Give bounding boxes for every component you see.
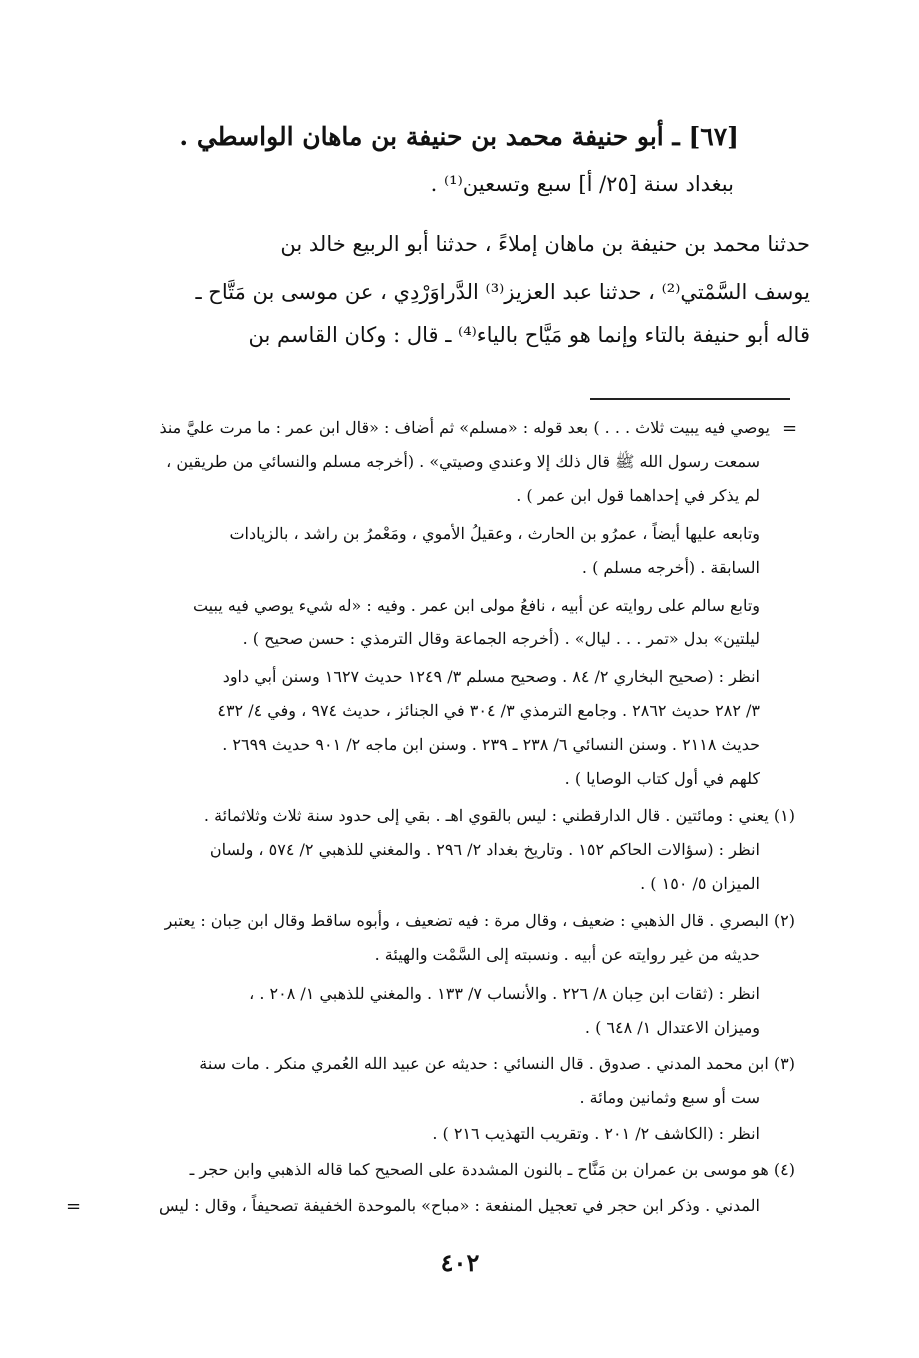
entry-heading: [٦٧] ـ أبو حنيفة محمد بن حنيفة بن ماهان الواسطي . [179, 122, 739, 151]
footnote-line: انظر : (ثقات ابن حِبان ٨/ ٢٢٦ . والأنساب ٧/ ١٣٣ . والمغني للذهبي ١/ ٢٠٨ . ، [249, 984, 760, 1003]
continuation-mark-bottom: = [66, 1196, 82, 1217]
entry-subline: ببغداد سنة [٢٥/ أ] سبع وتسعين⁽¹⁾ . [430, 172, 734, 196]
footnote-line: انظر : (الكاشف ٢/ ٢٠١ . وتقريب التهذيب ٢١٦ ) . [432, 1124, 760, 1143]
footnote-line: سمعت رسول الله ﷺ قال ذلك إلا وعندي وصيتي» . (أخرجه مسلم والنسائي من طريقين ، [166, 452, 760, 471]
footnote-separator [590, 398, 790, 400]
footnote-2: (٢) البصري . قال الذهبي : ضعيف ، وقال مرة : فيه تضعيف ، وأبوه ساقط وقال ابن حِبان : يعتبر [164, 911, 795, 930]
footnote-line: انظر : (سؤالات الحاكم ١٥٢ . وتاريخ بغداد ٢/ ٢٩٦ . والمغني للذهبي ٢/ ٥٧٤ ، ولسان [209, 840, 760, 859]
footnote-line: ٣/ ٢٨٢ حديث ٢٨٦٢ . وجامع الترمذي ٣/ ٣٠٤ في الجنائز ، حديث ٩٧٤ ، وفي ٤/ ٤٣٢ [217, 701, 760, 720]
footnote-line: المدني . وذكر ابن حجر في تعجيل المنفعة : «مباح» بالموحدة الخفيفة تصحيفاً ، وقال : ليس [158, 1196, 760, 1215]
footnote-line: حديث ٢١١٨ . وسنن النسائي ٦/ ٢٣٨ ـ ٢٣٩ . وسنن ابن ماجه ٢/ ٩٠١ حديث ٢٦٩٩ . [222, 735, 760, 754]
main-text-line: قاله أبو حنيفة بالتاء وإنما هو مَيَّاح بالياء⁽⁴⁾ ـ قال : وكان القاسم بن [248, 323, 810, 347]
page-number: ٤٠٢ [440, 1248, 480, 1277]
footnote-line: وميزان الاعتدال ١/ ٦٤٨ ) . [584, 1018, 760, 1037]
footnote-4: (٤) هو موسى بن عمران بن مَنَّاح ـ بالنون المشددة على الصحيح كما قاله الذهبي وابن حجر ـ [189, 1160, 795, 1179]
footnote-line: وتابع سالم على روايته عن أبيه ، نافعُ مولى ابن عمر . وفيه : «له شيء يوصي فيه يبيت [192, 596, 760, 615]
footnote-line: الميزان ٥/ ١٥٠ ) . [640, 874, 760, 893]
footnote-line: وتابعه عليها أيضاً ، عمرُو بن الحارث ، وعقيلُ الأموي ، ومَعْمرُ بن راشد ، بالزيادات [229, 524, 760, 543]
main-text-line: حدثنا محمد بن حنيفة بن ماهان إملاءً ، حدثنا أبو الربيع خالد بن [280, 232, 810, 256]
footnote-line: انظر : (صحيح البخاري ٢/ ٨٤ . وصحيح مسلم ٣/ ١٢٤٩ حديث ١٦٢٧ وسنن أبي داود [222, 667, 760, 686]
footnote-line: السابقة . (أخرجه مسلم ) . [581, 558, 760, 577]
footnote-line: يوصي فيه يبيت ثلاث . . . ) بعد قوله : «مسلم» ثم أضاف : «قال ابن عمر : ما مرت عليَّ منذ [159, 418, 770, 437]
footnote-line: كلهم في أول كتاب الوصايا ) . [564, 769, 760, 788]
continuation-mark-top: = [782, 418, 798, 439]
footnote-line: ليلتين» بدل «تمر . . . ليال» . (أخرجه الجماعة وقال الترمذي : حسن صحيح ) . [242, 629, 760, 648]
footnote-line: لم يذكر في إحداهما قول ابن عمر ) . [516, 486, 760, 505]
footnote-line: حديثه من غير روايته عن أبيه . ونسبته إلى السَّمْت والهيئة . [374, 945, 760, 964]
footnote-line: ست أو سبع وثمانين ومائة . [579, 1088, 760, 1107]
footnote-1: (١) يعني : ومائتين . قال الدارقطني : ليس بالقوي اهـ . بقي إلى حدود سنة ثلاث وثلاثمائة . [203, 806, 795, 825]
footnote-3: (٣) ابن محمد المدني . صدوق . قال النسائي : حديثه عن عبيد الله العُمري منكر . مات سنة [199, 1054, 795, 1073]
main-text-line: يوسف السَّمْتي⁽²⁾ ، حدثنا عبد العزيز⁽³⁾ الدَّراوَرْدِي ، عن موسى بن مَتَّاح ـ [195, 280, 810, 304]
